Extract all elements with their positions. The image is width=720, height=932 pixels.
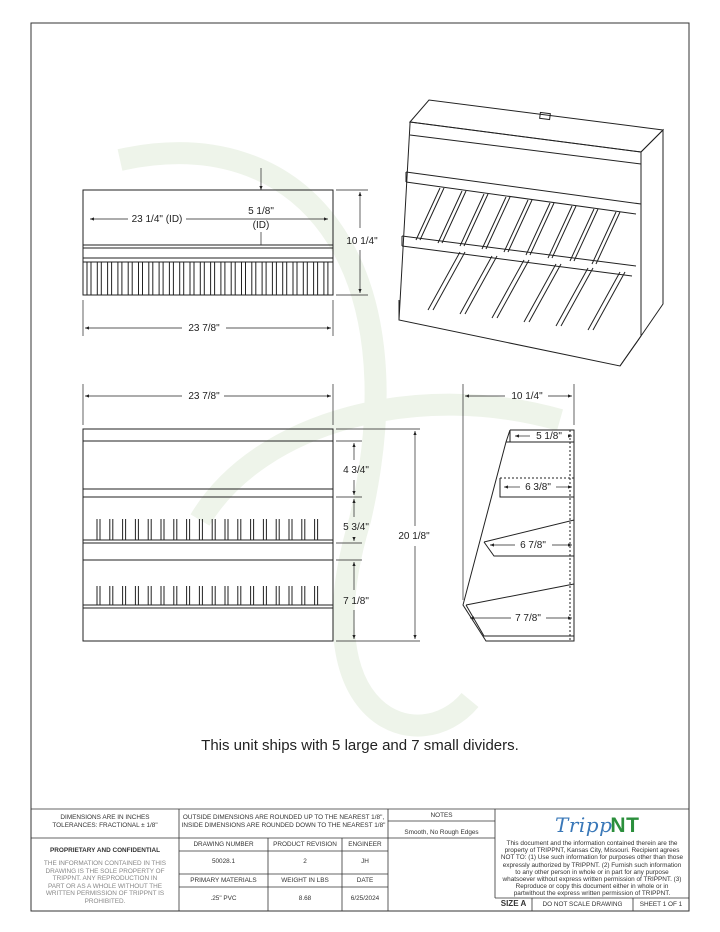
front-width-label: 23 7/8"	[188, 391, 220, 402]
iso-divider-lower	[561, 268, 593, 326]
iso-divider-lower	[492, 260, 524, 318]
iso-divider-lower	[588, 272, 620, 330]
iso-divider-lower	[465, 256, 497, 314]
top-id-depth-label-id: (ID)	[252, 220, 270, 231]
legal-text: This document and the information contained therein are the property of TRIPPNT, Kansas City, Missouri. Recipient agrees NOT TO: (1) Use such information for purposes other than those expressly authorized by TRIPPNT. (2) Furnish such information to any other person in whole or in part for any purpose whatsoever without express written permission of TRIPPNT. (3) Reproduce or copy this document either in whole or in partwithout the express written permission of TRIPPNT.	[500, 840, 684, 898]
isometric-view	[399, 100, 663, 366]
header-weight: WEIGHT IN LBS	[281, 877, 329, 884]
front-view	[83, 429, 333, 641]
top-view	[83, 190, 333, 295]
top-id-depth-label: 5 1/8"	[248, 206, 274, 217]
weight: 8.68	[298, 895, 312, 902]
iso-divider-lower	[593, 272, 625, 330]
iso-divider-upper	[420, 188, 444, 240]
front-h2-label: 5 3/4"	[343, 522, 369, 533]
watermark-leaf-icon	[120, 153, 560, 725]
top-width-label: 23 7/8"	[188, 323, 220, 334]
iso-divider-upper	[438, 191, 462, 243]
iso-divider-upper	[570, 209, 594, 261]
header-date: DATE	[356, 877, 374, 884]
date: 6/25/2024	[350, 895, 380, 902]
sheet-label: SHEET 1 OF 1	[639, 901, 683, 908]
iso-divider-upper	[596, 212, 620, 264]
primary-materials: .25" PVC	[210, 895, 237, 902]
header-product-revision: PRODUCT REVISION	[273, 841, 337, 848]
engineer: JH	[361, 858, 369, 865]
scale-note: DO NOT SCALE DRAWING	[542, 901, 623, 908]
units-note: DIMENSIONS ARE IN INCHES TOLERANCES: FRACTIONAL ± 1/8"	[52, 814, 158, 829]
size-label: SIZE A	[500, 899, 527, 908]
iso-divider-upper	[530, 203, 554, 255]
header-engineer: ENGINEER	[348, 841, 382, 848]
iso-divider-lower	[428, 252, 460, 310]
front-h1-label: 4 3/4"	[343, 465, 369, 476]
rounding-note: OUTSIDE DIMENSIONS ARE ROUNDED UP TO THE NEAREST 1/8", INSIDE DIMENSIONS ARE ROUNDED DOWN TO THE NEAREST 1/8"	[181, 814, 386, 829]
total-height-label: 20 1/8"	[398, 531, 430, 542]
top-view-dimensions	[83, 168, 368, 336]
top-id-width-label: 23 1/4" (ID)	[131, 214, 183, 225]
shelf2-label: 6 3/8"	[525, 482, 551, 493]
shelf1-label: 5 1/8"	[536, 431, 562, 442]
iso-divider-lower	[460, 256, 492, 314]
iso-divider-lower	[524, 264, 556, 322]
proprietary-text: THE INFORMATION CONTAINED IN THIS DRAWING IS THE SOLE PROPERTY OF TRIPPNT. ANY REPRODUCTION IN PART OR AS A WHOLE WITHOUT THE WRITTEN PERMISSION OF TRIPPNT IS PROHIBITED.	[43, 860, 167, 905]
shelf4-label: 7 7/8"	[515, 613, 541, 624]
iso-divider-upper	[592, 212, 616, 264]
iso-divider-upper	[574, 209, 598, 261]
iso-divider-lower	[433, 252, 465, 310]
proprietary-header: PROPRIETARY AND CONFIDENTIAL	[49, 847, 161, 854]
notes-text: Smooth, No Rough Edges	[404, 829, 479, 836]
header-primary-materials: PRIMARY MATERIALS	[190, 877, 257, 884]
header-drawing-number: DRAWING NUMBER	[193, 841, 254, 848]
iso-divider-upper	[526, 203, 550, 255]
iso-divider-upper	[486, 197, 510, 249]
side-view	[463, 430, 574, 641]
iso-divider-upper	[482, 197, 506, 249]
product-revision: 2	[303, 858, 307, 865]
notes-header: NOTES	[430, 812, 453, 819]
iso-divider-upper	[416, 188, 440, 240]
side-depth-label: 10 1/4"	[511, 391, 543, 402]
iso-divider-upper	[460, 194, 484, 246]
top-view-slots	[87, 262, 328, 295]
iso-divider-upper	[552, 206, 576, 258]
iso-divider-upper	[464, 194, 488, 246]
front-h3-label: 7 1/8"	[343, 596, 369, 607]
top-height-label: 10 1/4"	[346, 236, 378, 247]
iso-divider-lower	[497, 260, 529, 318]
iso-divider-upper	[508, 200, 532, 252]
iso-divider-upper	[442, 191, 466, 243]
shelf3-label: 6 7/8"	[520, 540, 546, 551]
iso-divider-lower	[529, 264, 561, 322]
shipping-note: This unit ships with 5 large and 7 small dividers.	[201, 737, 519, 754]
iso-divider-lower	[556, 268, 588, 326]
iso-divider-upper	[548, 206, 572, 258]
drawing-number: 50028.1	[211, 858, 236, 865]
iso-divider-upper	[504, 200, 528, 252]
trippnt-logo: TrippNT	[555, 813, 640, 837]
